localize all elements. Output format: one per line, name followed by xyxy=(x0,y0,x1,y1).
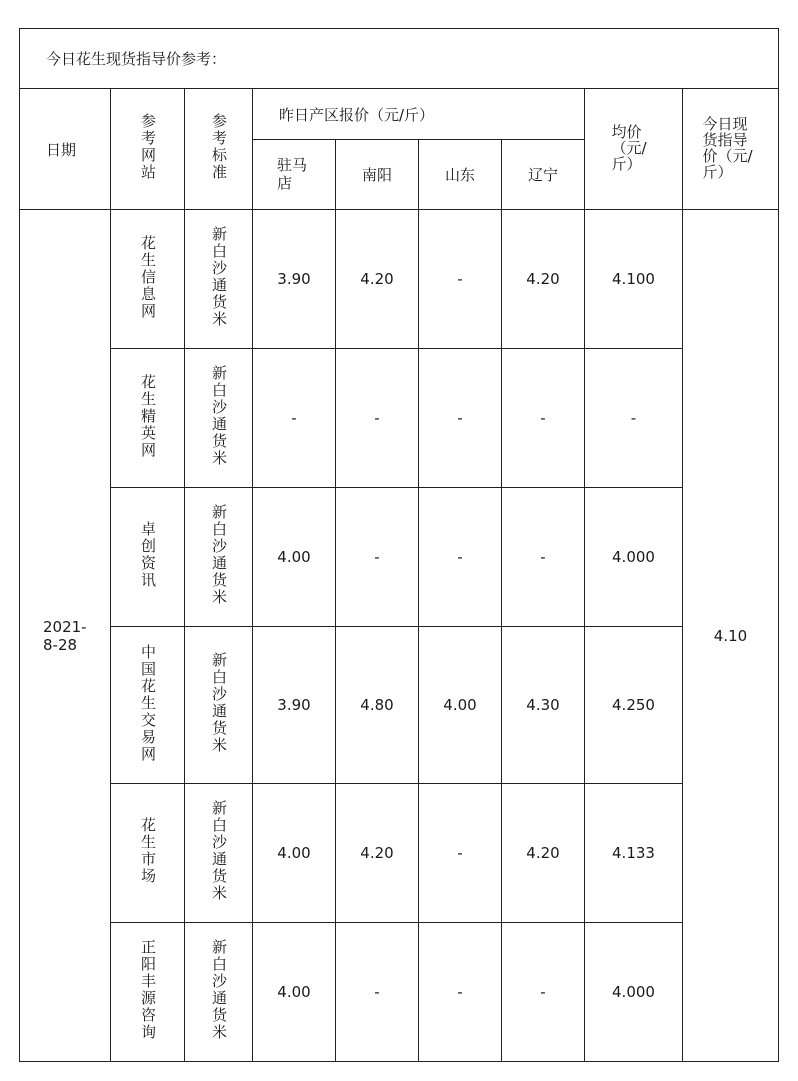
table-row xyxy=(20,488,779,627)
header-standard-label: 参考标准 xyxy=(210,113,228,181)
standard-cell xyxy=(185,349,253,488)
header-region-liaoning: 辽宁 xyxy=(502,140,585,210)
standard-name: 新白沙通货米 xyxy=(210,226,228,328)
price-nanyang: - xyxy=(336,923,419,1062)
price-shandong: - xyxy=(419,488,502,627)
header-avg xyxy=(585,89,683,210)
price-shandong: 4.00 xyxy=(419,627,502,784)
header-guide xyxy=(683,89,779,210)
standard-cell xyxy=(185,488,253,627)
price-nanyang: 4.20 xyxy=(336,210,419,349)
standard-cell xyxy=(185,627,253,784)
price-liaoning: 4.30 xyxy=(502,627,585,784)
site-cell xyxy=(111,784,185,923)
price-zhumadian: 4.00 xyxy=(253,488,336,627)
table-row xyxy=(20,627,779,784)
price-liaoning: - xyxy=(502,488,585,627)
price-avg: 4.100 xyxy=(585,210,683,349)
price-avg: 4.000 xyxy=(585,923,683,1062)
site-cell xyxy=(111,349,185,488)
date-cell xyxy=(20,210,111,1062)
header-region-nanyang: 南阳 xyxy=(336,140,419,210)
region-label: 驻马店 xyxy=(277,156,308,192)
site-name: 花生信息网 xyxy=(139,234,157,320)
price-liaoning: 4.20 xyxy=(502,210,585,349)
site-cell xyxy=(111,488,185,627)
header-standard xyxy=(185,89,253,210)
standard-name: 新白沙通货米 xyxy=(210,800,228,902)
table-row xyxy=(20,784,779,923)
price-zhumadian: 3.90 xyxy=(253,627,336,784)
price-zhumadian: 4.00 xyxy=(253,784,336,923)
price-avg: 4.000 xyxy=(585,488,683,627)
site-cell xyxy=(111,210,185,349)
table-row xyxy=(20,923,779,1062)
standard-name: 新白沙通货米 xyxy=(210,504,228,606)
site-name: 中国花生交易网 xyxy=(139,643,157,763)
price-reference-document xyxy=(19,28,779,1062)
price-zhumadian: - xyxy=(253,349,336,488)
header-date xyxy=(20,89,111,210)
price-shandong: - xyxy=(419,923,502,1062)
site-cell xyxy=(111,627,185,784)
site-name: 花生精英网 xyxy=(139,373,157,459)
table-row xyxy=(20,349,779,488)
table-row xyxy=(20,210,779,349)
price-shandong: - xyxy=(419,784,502,923)
guide-price-cell: 4.10 xyxy=(683,210,779,1062)
site-name: 卓创资讯 xyxy=(139,521,157,589)
price-shandong: - xyxy=(419,210,502,349)
price-zhumadian: 4.00 xyxy=(253,923,336,1062)
table-title: 今日花生现货指导价参考： xyxy=(20,29,779,89)
price-nanyang: 4.80 xyxy=(336,627,419,784)
standard-cell xyxy=(185,784,253,923)
price-nanyang: - xyxy=(336,488,419,627)
header-yesterday-quote: 昨日产区报价（元/斤） xyxy=(253,89,585,140)
standard-name: 新白沙通货米 xyxy=(210,365,228,467)
standard-cell xyxy=(185,923,253,1062)
price-avg: 4.133 xyxy=(585,784,683,923)
header-date-label: 日期 xyxy=(46,140,77,159)
price-zhumadian: 3.90 xyxy=(253,210,336,349)
price-nanyang: - xyxy=(336,349,419,488)
price-liaoning: 4.20 xyxy=(502,784,585,923)
date-value: 2021-8-28 xyxy=(43,617,87,654)
header-region-zhumadian xyxy=(253,140,336,210)
price-table xyxy=(19,28,779,1062)
price-nanyang: 4.20 xyxy=(336,784,419,923)
price-liaoning: - xyxy=(502,349,585,488)
standard-name: 新白沙通货米 xyxy=(210,652,228,754)
header-avg-label: 均价（元/斤） xyxy=(611,123,647,173)
site-name: 花生市场 xyxy=(139,817,157,885)
site-cell xyxy=(111,923,185,1062)
standard-name: 新白沙通货米 xyxy=(210,939,228,1041)
header-region-shandong: 山东 xyxy=(419,140,502,210)
price-liaoning: - xyxy=(502,923,585,1062)
header-guide-label: 今日现货指导价（元/斤） xyxy=(702,115,753,181)
site-name: 正阳丰源咨询 xyxy=(139,939,157,1041)
price-avg: 4.250 xyxy=(585,627,683,784)
standard-cell xyxy=(185,210,253,349)
header-site xyxy=(111,89,185,210)
price-avg: - xyxy=(585,349,683,488)
price-shandong: - xyxy=(419,349,502,488)
header-site-label: 参考网站 xyxy=(139,113,157,181)
